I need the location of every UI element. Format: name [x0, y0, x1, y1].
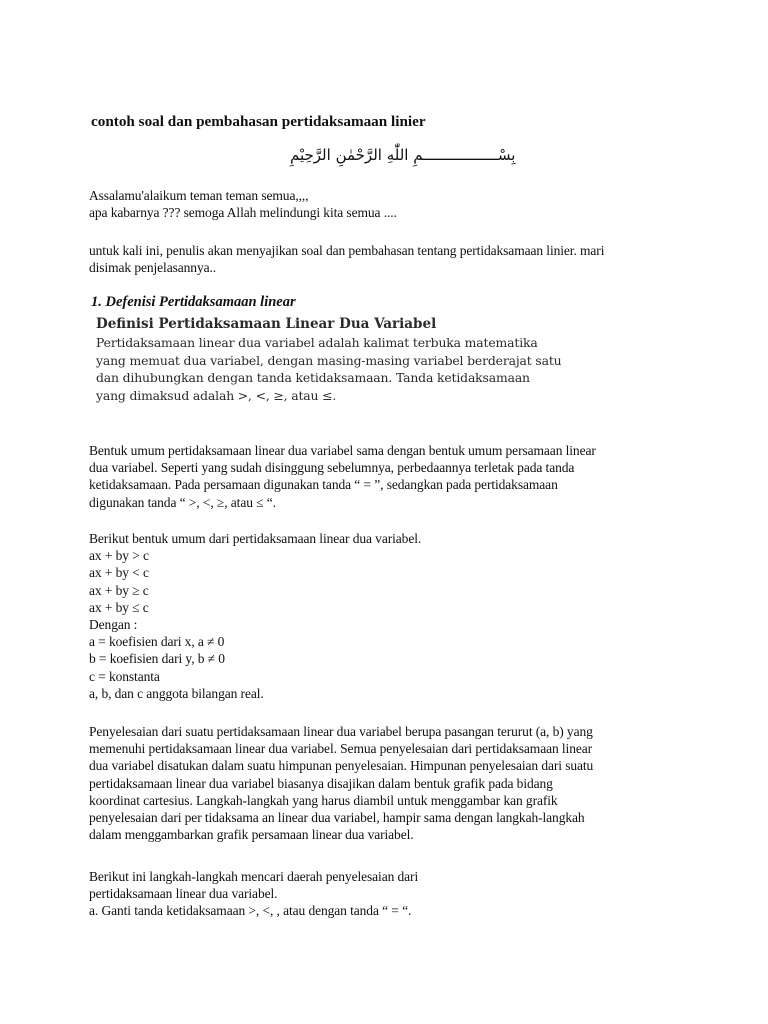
bentuk-line: digunakan tanda “ >, <, ≥, atau ≤ “. — [89, 494, 276, 510]
intro-line: disimak penjelasannya.. — [89, 260, 217, 276]
bentuk-umum-list — [89, 530, 689, 702]
penyelesaian-line: dua variabel disatukan dalam suatu himpunan penyelesaian. Himpunan penyelesaian dari suatu — [89, 758, 594, 774]
penyelesaian-line: koordinat cartesius. Langkah-langkah yang harus diambil untuk menggambar kan grafik — [89, 792, 558, 808]
definition-line: Pertidaksamaan linear dua variabel adalah kalimat terbuka matematika — [96, 335, 538, 350]
definition-line: yang dimaksud adalah >, <, ≥, atau ≤. — [96, 387, 337, 403]
definition-box-body — [96, 334, 562, 404]
penyelesaian-line: dalam menggambarkan grafik persamaan linear dua variabel. — [89, 827, 414, 843]
list-item: Dengan : — [89, 617, 138, 633]
bentuk-line: ketidaksamaan. Pada persamaan digunakan tanda “ = ”, sedangkan pada pertidaksamaan — [89, 477, 558, 493]
list-item: a = koefisien dari x, a ≠ 0 — [89, 634, 225, 650]
list-item: Berikut bentuk umum dari pertidaksamaan linear dua variabel. — [89, 531, 422, 546]
greeting-line: apa kabarnya ??? semoga Allah melindungi kita semua .... — [89, 205, 397, 221]
penyelesaian-paragraph — [89, 723, 689, 843]
penyelesaian-line: pertidaksamaan linear dua variabel biasanya disajikan dalam bentuk grafik pada bidang — [89, 775, 553, 791]
greeting-line: Assalamu'alaikum teman teman semua,,,, — [89, 188, 309, 203]
list-item: ax + by < c — [89, 565, 149, 581]
bentuk-umum-paragraph — [89, 442, 689, 511]
definition-box-image — [96, 315, 562, 404]
greeting-paragraph — [89, 187, 689, 221]
list-item: b = koefisien dari y, b ≠ 0 — [89, 651, 225, 667]
definition-line: yang memuat dua variabel, dengan masing-masing variabel berderajat satu — [96, 352, 562, 368]
definition-box-title: Definisi Pertidaksamaan Linear Dua Variabel — [96, 316, 437, 332]
penyelesaian-line: Penyelesaian dari suatu pertidaksamaan linear dua variabel berupa pasangan terurut (a, b) yang — [89, 724, 593, 739]
list-item: ax + by ≥ c — [89, 582, 149, 598]
langkah-line: pertidaksamaan linear dua variabel. — [89, 886, 278, 902]
intro-paragraph — [89, 242, 689, 276]
list-item: a, b, dan c anggota bilangan real. — [89, 685, 264, 701]
definition-line: dan dihubungkan dengan tanda ketidaksamaan. Tanda ketidaksamaan — [96, 370, 530, 385]
penyelesaian-line: memenuhi pertidaksamaan linear dua variabel. Semua penyelesaian dari pertidaksamaan linear — [89, 741, 593, 757]
list-item: c = konstanta — [89, 668, 160, 684]
basmala-text: بِسْـــــــــــــــــمِ اللّٰهِ الرَّحْمٰنِ الرَّحِيْمِ — [290, 146, 516, 164]
intro-line: untuk kali ini, penulis akan menyajikan soal dan pembahasan tentang pertidaksamaan linier. mari — [89, 243, 605, 258]
document-title: contoh soal dan pembahasan pertidaksamaan linier — [91, 113, 426, 130]
list-item: ax + by > c — [89, 548, 149, 564]
langkah-paragraph — [89, 868, 689, 920]
penyelesaian-line: penyelesaian dari per tidaksama an linear dua variabel, hampir sama dengan langkah-langkah — [89, 810, 585, 826]
bentuk-line: Bentuk umum pertidaksamaan linear dua variabel sama dengan bentuk umum persamaan linear — [89, 443, 596, 458]
langkah-line: a. Ganti tanda ketidaksamaan >, <, , atau dengan tanda “ = “. — [89, 903, 412, 919]
bentuk-line: dua variabel. Seperti yang sudah disinggung sebelumnya, perbedaannya terletak pada tanda — [89, 460, 575, 476]
langkah-line: Berikut ini langkah-langkah mencari daerah penyelesaian dari — [89, 869, 419, 884]
list-item: ax + by ≤ c — [89, 599, 149, 615]
section-heading-definition: 1. Defenisi Pertidaksamaan linear — [91, 294, 296, 310]
